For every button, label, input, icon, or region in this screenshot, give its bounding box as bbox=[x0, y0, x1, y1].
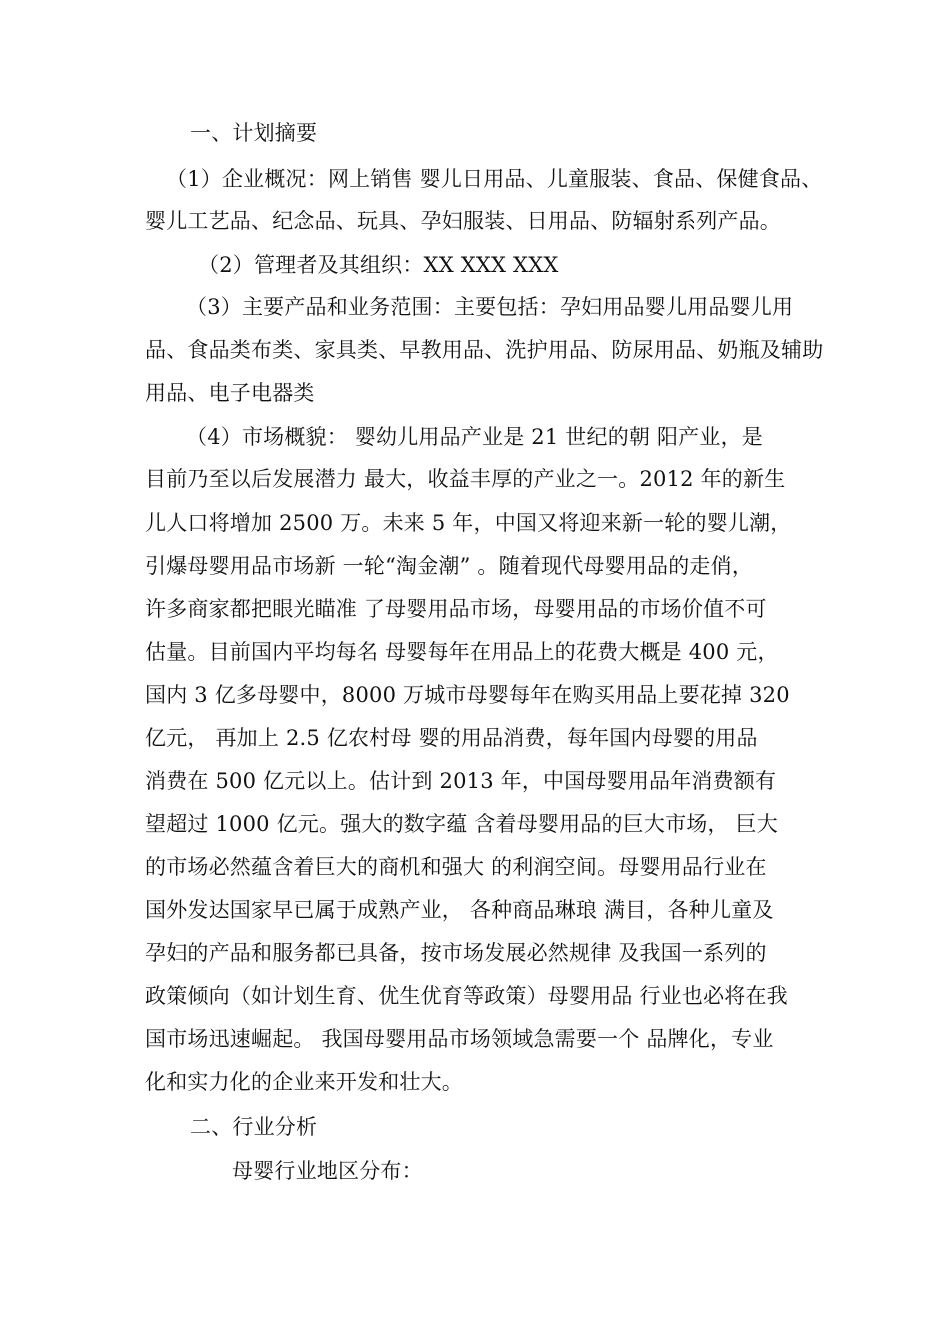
paragraph-line: 的市场必然蕴含着巨大的商机和强大 的利润空间。母婴用品行业在 bbox=[145, 855, 767, 879]
paragraph-line: 引爆母婴用品市场新 一轮“淘金潮” 。随着现代母婴用品的走俏， bbox=[145, 554, 754, 578]
paragraph-line: 用品、电子电器类 bbox=[145, 381, 315, 405]
paragraph-line: 消费在 500 亿元以上。估计到 2013 年，中国母婴用品年消费额有 bbox=[145, 769, 777, 793]
section-heading-plan-summary: 一、计划摘要 bbox=[190, 121, 318, 145]
paragraph-line: （1）企业概况：网上销售 婴儿日用品、儿童服装、食品、保健食品、 bbox=[166, 167, 823, 191]
paragraph-line: 儿人口将增加 2500 万。未来 5 年，中国又将迎来新一轮的婴儿潮， bbox=[145, 511, 792, 535]
paragraph-line: 政策倾向（如计划生育、优生优育等政策）母婴用品 行业也必将在我 bbox=[145, 984, 788, 1008]
paragraph-line: （3）主要产品和业务范围：主要包括：孕妇用品婴儿用品婴儿用 bbox=[186, 295, 794, 319]
paragraph-line: 孕妇的产品和服务都已具备，按市场发展必然规律 及我国一系列的 bbox=[145, 941, 767, 965]
paragraph-line: （2）管理者及其组织：XX XXX XXX bbox=[198, 253, 559, 277]
paragraph-line: 婴儿工艺品、纪念品、玩具、孕妇服装、日用品、防辐射系列产品。 bbox=[145, 209, 781, 233]
paragraph-line: 品、食品类布类、家具类、早教用品、洗护用品、防尿用品、奶瓶及辅助 bbox=[145, 338, 824, 362]
paragraph-line: 化和实力化的企业来开发和壮大。 bbox=[145, 1070, 463, 1094]
paragraph-line: 亿元， 再加上 2.5 亿农村母 婴的用品消费，每年国内母婴的用品 bbox=[145, 726, 758, 750]
paragraph-line: 国外发达国家早已属于成熟产业， 各种商品琳琅 满目，各种儿童及 bbox=[145, 898, 774, 922]
paragraph-line: 望超过 1000 亿元。强大的数字蕴 含着母婴用品的巨大市场， 巨大 bbox=[145, 812, 778, 836]
paragraph-line: 估量。目前国内平均每名 母婴每年在用品上的花费大概是 400 元， bbox=[145, 640, 779, 664]
section-heading-industry-analysis: 二、行业分析 bbox=[190, 1115, 318, 1139]
paragraph-line: 目前乃至以后发展潜力 最大，收益丰厚的产业之一。2012 年的新生 bbox=[145, 467, 786, 491]
paragraph-line: 国市场迅速崛起。 我国母婴用品市场领域急需要一个 品牌化，专业 bbox=[145, 1027, 774, 1051]
paragraph-line: 母婴行业地区分布： bbox=[232, 1159, 423, 1183]
paragraph-line: 国内 3 亿多母婴中，8000 万城市母婴每年在购买用品上要花掉 320 bbox=[145, 683, 790, 707]
paragraph-line: 许多商家都把眼光瞄准 了母婴用品市场，母婴用品的市场价值不可 bbox=[145, 597, 767, 621]
paragraph-line: （4）市场概貌： 婴幼儿用品产业是 21 世纪的朝 阳产业，是 bbox=[186, 425, 763, 449]
